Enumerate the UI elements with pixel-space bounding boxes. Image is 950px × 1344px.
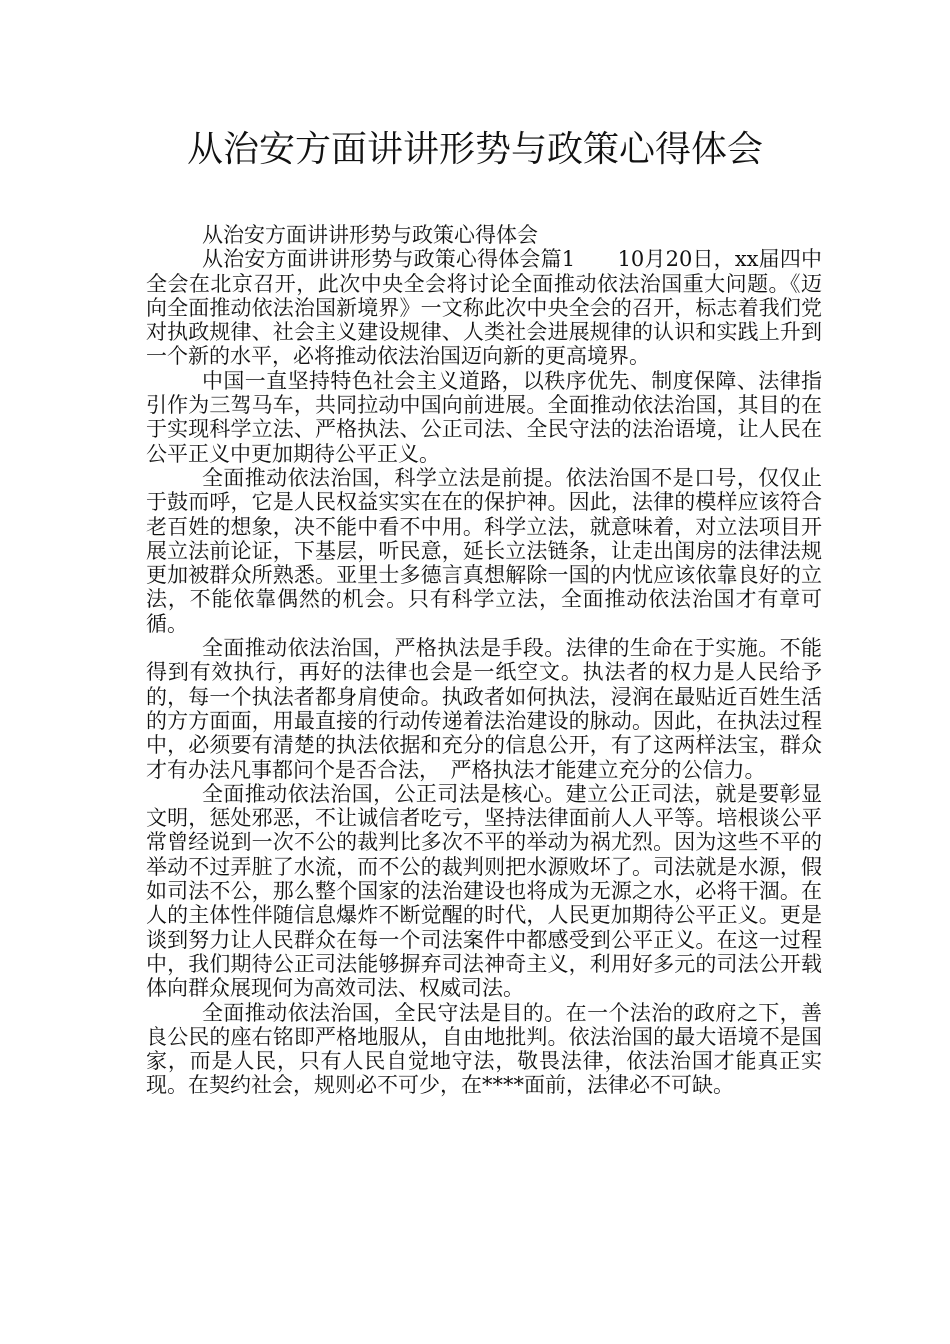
document-body (146, 223, 822, 1098)
document-subtitle: 从治安方面讲讲形势与政策心得体会 (202, 223, 538, 247)
paragraph-1: 从治安方面讲讲形势与政策心得体会篇1 10月20日，xx届四中全会在北京召开，此次中央全会将讨论全面推动依法治国重大问题。《迈向全面推动依法治国新境界》一文称此次中央全会的召开，标志着我们党对执政规律、社会主义建设规律、人类社会进展规律的认识和实践上升到一个新的水平，必将推动依法治国迈向新的更高境界。 (146, 247, 822, 369)
paragraph-5: 全面推动依法治国，公正司法是核心。建立公正司法，就是要彰显文明，惩处邪恶，不让诚信者吃亏，坚持法律面前人人平等。培根谈公平常曾经说到一次不公的裁判比多次不平的举动为祸尤烈。因为这些不平的举动不过弄脏了水流，而不公的裁判则把水源败坏了。司法就是水源，假如司法不公，那么整个国家的法治建设也将成为无源之水，必将干涸。在人的主体性伴随信息爆炸不断觉醒的时代，人民更加期待公平正义。更是谈到努力让人民群众在每一个司法案件中都感受到公平正义。在这一过程中，我们期待公正司法能够摒弃司法神奇主义，利用好多元的司法公开载体向群众展现何为高效司法、权威司法。 (146, 781, 822, 1001)
document-title: 从治安方面讲讲形势与政策心得体会 (186, 129, 763, 170)
paragraph-3: 全面推动依法治国，科学立法是前提。依法治国不是口号，仅仅止于鼓而呼，它是人民权益实实在在的保护神。因此，法律的模样应该符合老百姓的想象，决不能中看不中用。科学立法，就意味着，对立法项目开展立法前论证，下基层，听民意，延长立法链条，让走出闺房的法律法规更加被群众所熟悉。亚里士多德言真想解除一国的内忧应该依靠良好的立法，不能依靠偶然的机会。只有科学立法，全面推动依法治国才有章可循。 (146, 465, 822, 636)
paragraph-2: 中国一直坚持特色社会主义道路，以秩序优先、制度保障、法律指引作为三驾马车，共同拉动中国向前进展。全面推动依法治国，其目的在于实现科学立法、严格执法、公正司法、全民守法的法治语境，让人民在公平正义中更加期待公平正义。 (146, 368, 822, 466)
paragraph-6: 全面推动依法治国，全民守法是目的。在一个法治的政府之下，善良公民的座右铭即严格地服从，自由地批判。依法治国的最大语境不是国家，而是人民，只有人民自觉地守法，敬畏法律，依法治国才能真正实现。在契约社会，规则必不可少，在****面前，法律必不可缺。 (146, 1000, 822, 1098)
paragraph-4: 全面推动依法治国，严格执法是手段。法律的生命在于实施。不能得到有效执行，再好的法律也会是一纸空文。执法者的权力是人民给予的，每一个执法者都身肩使命。执政者如何执法，浸润在最贴近百姓生活的方方面面，用最直接的行动传递着法治建设的脉动。因此，在执法过程中，必须要有清楚的执法依据和充分的信息公开，有了这两样法宝，群众才有办法凡事都问个是否合法， 严格执法才能建立充分的公信力。 (146, 636, 822, 782)
